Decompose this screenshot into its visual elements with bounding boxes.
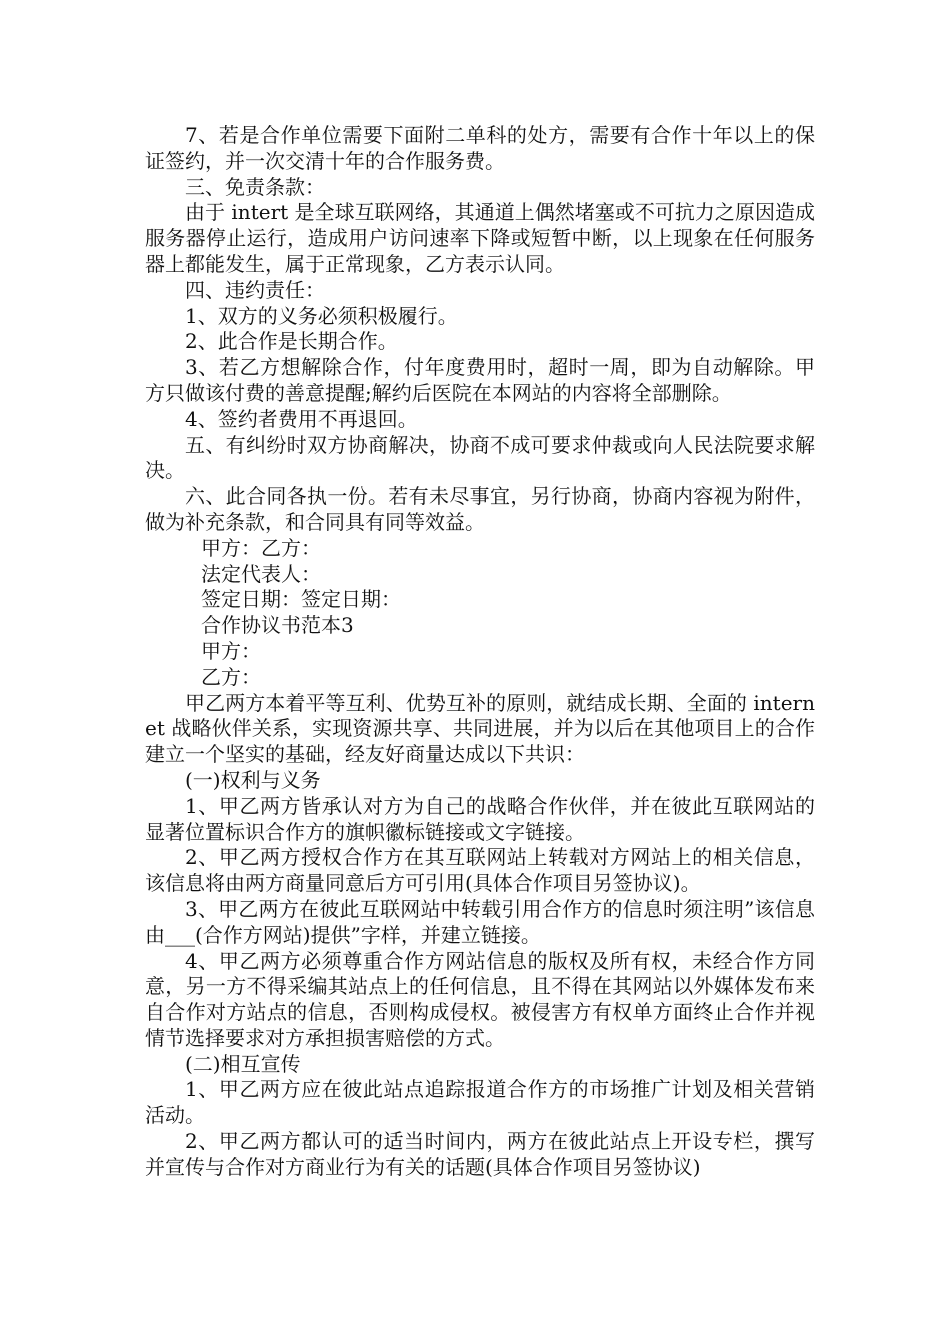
copies-paragraph: 六、此合同各执一份。若有未尽事宜，另行协商，协商内容视为附件，做为补充条款，和合同具有同等效益。 — [145, 484, 815, 534]
rights-item-2: 2、甲乙两方授权合作方在其互联网站上转载对方网站上的相关信息，该信息将由两方商量同意后方可引用(具体合作项目另签协议)。 — [145, 845, 815, 896]
section-heading-breach: 四、违约责任： — [185, 277, 325, 302]
document-page — [145, 123, 815, 1181]
promotion-item-2: 2、甲乙两方都认可的适当时间内，两方在彼此站点上开设专栏，撰写并宣传与合作对方商业行为有关的话题(具体合作项目另签协议) — [145, 1129, 815, 1179]
signature-dates: 签定日期：签定日期： — [201, 587, 401, 612]
section-heading-rights: (一)权利与义务 — [185, 767, 321, 792]
preamble-paragraph: 甲乙两方本着平等互利、优势互补的原则，就结成长期、全面的 internet 战略伙伴关系，实现资源共享、共同进展，并为以后在其他项目上的合作建立一个坚实的基础，经友好商量达成以下共识： — [145, 690, 815, 767]
rights-item-3: 3、甲乙两方在彼此互联网站中转载引用合作方的信息时须注明”该信息由___(合作方网站)提供”字样，并建立链接。 — [145, 896, 815, 947]
section-heading-promotion: (二)相互宣传 — [185, 1051, 301, 1076]
breach-item-1: 1、双方的义务必须积极履行。 — [185, 303, 458, 328]
breach-item-3: 3、若乙方想解除合作，付年度费用时，超时一周，即为自动解除。甲方只做该付费的善意提醒;解约后医院在本网站的内容将全部删除。 — [145, 355, 815, 405]
breach-item-4: 4、签约者费用不再退回。 — [185, 406, 418, 431]
promotion-item-1: 1、甲乙两方应在彼此站点追踪报道合作方的市场推广计划及相关营销活动。 — [145, 1077, 815, 1128]
template-3-title: 合作协议书范本3 — [201, 613, 354, 638]
rights-item-4: 4、甲乙两方必须尊重合作方网站信息的版权及所有权，未经合作方同意，另一方不得采编其站点上的任何信息，且不得在其网站以外媒体发布来自合作对方站点的信息，否则构成侵权。被侵害方有权单方面终止合作并视情节选择要求对方承担损害赔偿的方式。 — [145, 948, 815, 1050]
dispute-paragraph: 五、有纠纷时双方协商解决，协商不成可要求仲裁或向人民法院要求解决。 — [145, 432, 815, 483]
party-b-line: 乙方： — [201, 664, 261, 689]
disclaimer-paragraph: 由于 intert 是全球互联网络，其通道上偶然堵塞或不可抗力之原因造成服务器停止运行，造成用户访问速率下降或短暂中断，以上现象在任何服务器上都能发生，属于正常现象，乙方表示认同。 — [145, 200, 815, 276]
rights-item-1: 1、甲乙两方皆承认对方为自己的战略合作伙伴，并在彼此互联网站的显著位置标识合作方的旗帜徽标链接或文字链接。 — [145, 793, 815, 844]
party-a-line: 甲方： — [201, 638, 261, 663]
clause-7-paragraph: 7、若是合作单位需要下面附二单科的处方，需要有合作十年以上的保证签约，并一次交清十年的合作服务费。 — [145, 123, 815, 173]
signature-parties: 甲方：乙方： — [201, 535, 321, 560]
section-heading-disclaimer: 三、免责条款： — [185, 174, 325, 199]
signature-representative: 法定代表人： — [201, 561, 321, 586]
breach-item-2: 2、此合作是长期合作。 — [185, 329, 398, 354]
